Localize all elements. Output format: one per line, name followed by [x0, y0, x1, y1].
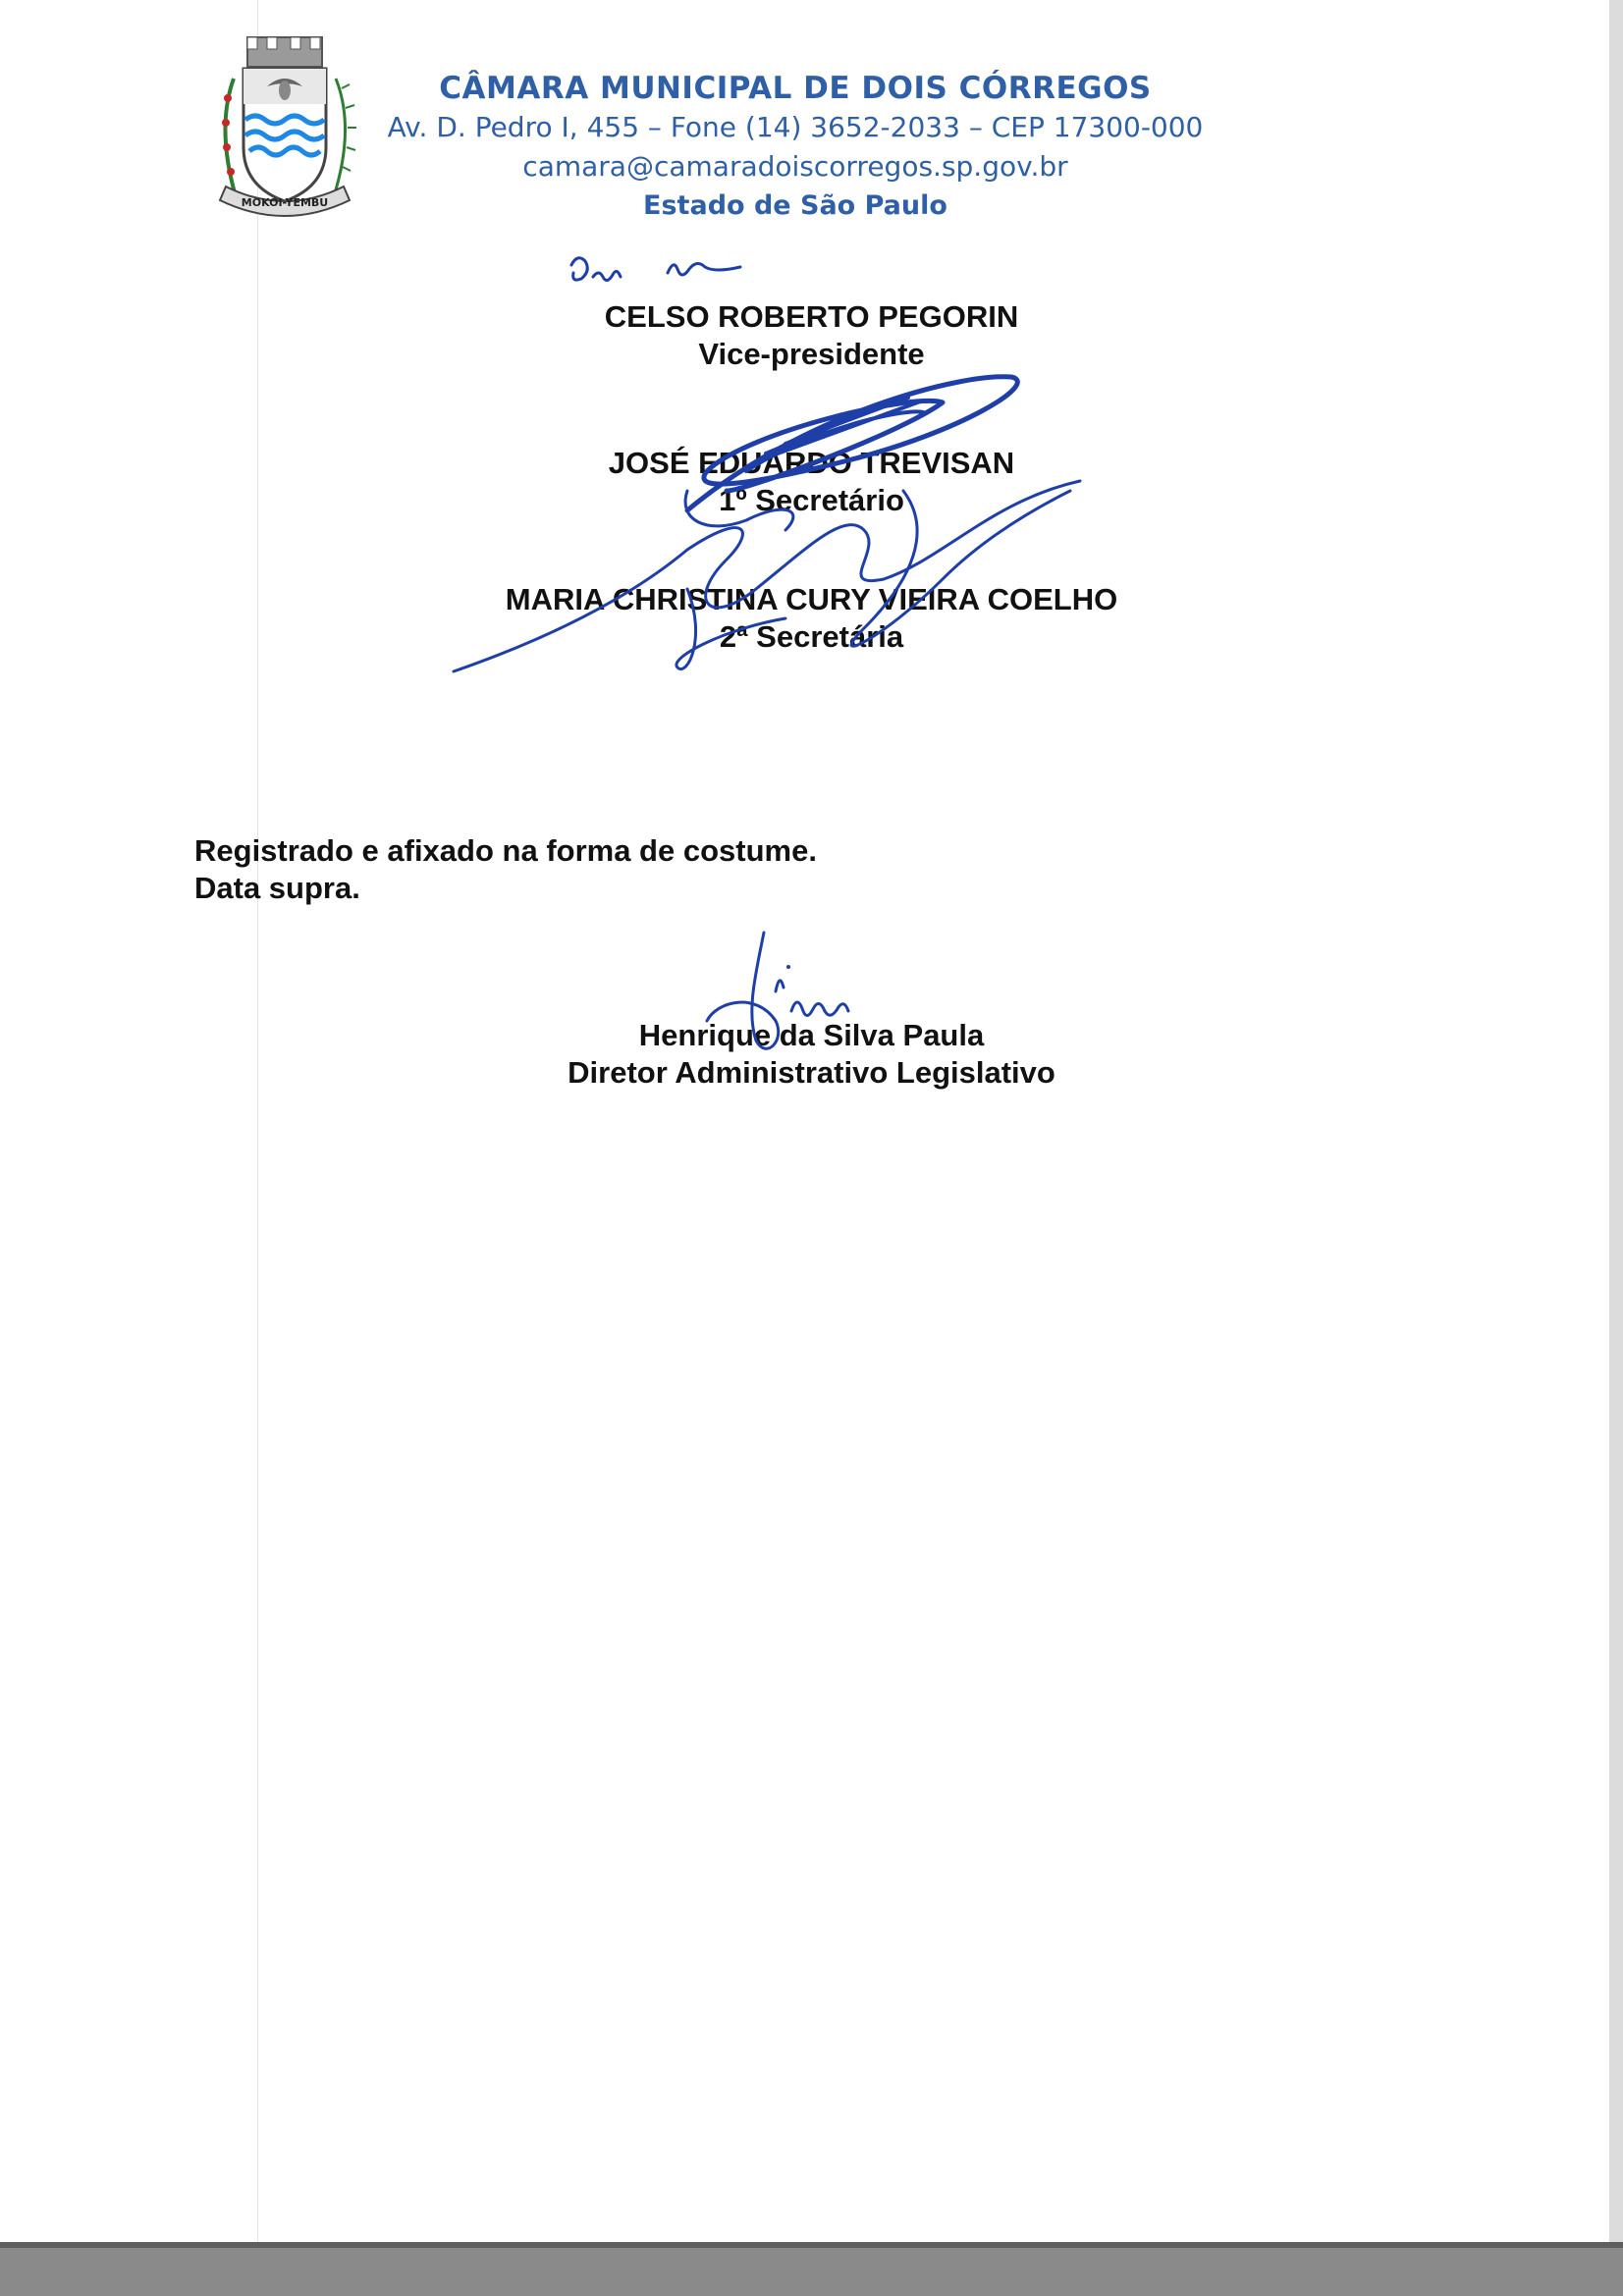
org-state: Estado de São Paulo — [643, 190, 947, 221]
signatory-3 — [0, 581, 1623, 656]
signatory-title: 2ª Secretária — [719, 619, 904, 654]
signatory-title: Vice-presidente — [698, 337, 925, 371]
director-signatory — [0, 1017, 1623, 1092]
signatory-name: MARIA CHRISTINA CURY VIEIRA COELHO — [505, 582, 1118, 616]
note-line-2: Data supra. — [194, 871, 360, 905]
signatory-2 — [0, 445, 1623, 519]
crest-motto-text — [206, 29, 363, 226]
signatory-title: 1º Secretário — [719, 483, 904, 517]
letterhead — [363, 69, 1227, 226]
signature-mark-2 — [668, 263, 740, 275]
org-email: camara@camaradoiscorregos.sp.gov.br — [522, 150, 1068, 183]
org-address: Av. D. Pedro I, 455 – Fone (14) 3652-2033 – CEP 17300-000 — [387, 111, 1204, 143]
note-line-1: Registrado e afixado na forma de costume. — [194, 833, 817, 868]
signature-director-2 — [776, 981, 848, 1016]
director-title: Diretor Administrativo Legislativo — [568, 1055, 1055, 1090]
svg-text:MOKOI-YEMBU: MOKOI-YEMBU — [241, 196, 329, 209]
registration-note — [194, 832, 817, 907]
signature-mark-1 — [571, 258, 621, 281]
signatory-1 — [0, 298, 1623, 373]
scan-bottom-band — [0, 2242, 1623, 2296]
signatory-name: CELSO ROBERTO PEGORIN — [604, 299, 1019, 334]
director-name: Henrique da Silva Paula — [638, 1018, 985, 1052]
signatory-name: JOSÉ EDUARDO TREVISAN — [608, 446, 1015, 480]
org-name: CÂMARA MUNICIPAL DE DOIS CÓRREGOS — [439, 71, 1152, 106]
